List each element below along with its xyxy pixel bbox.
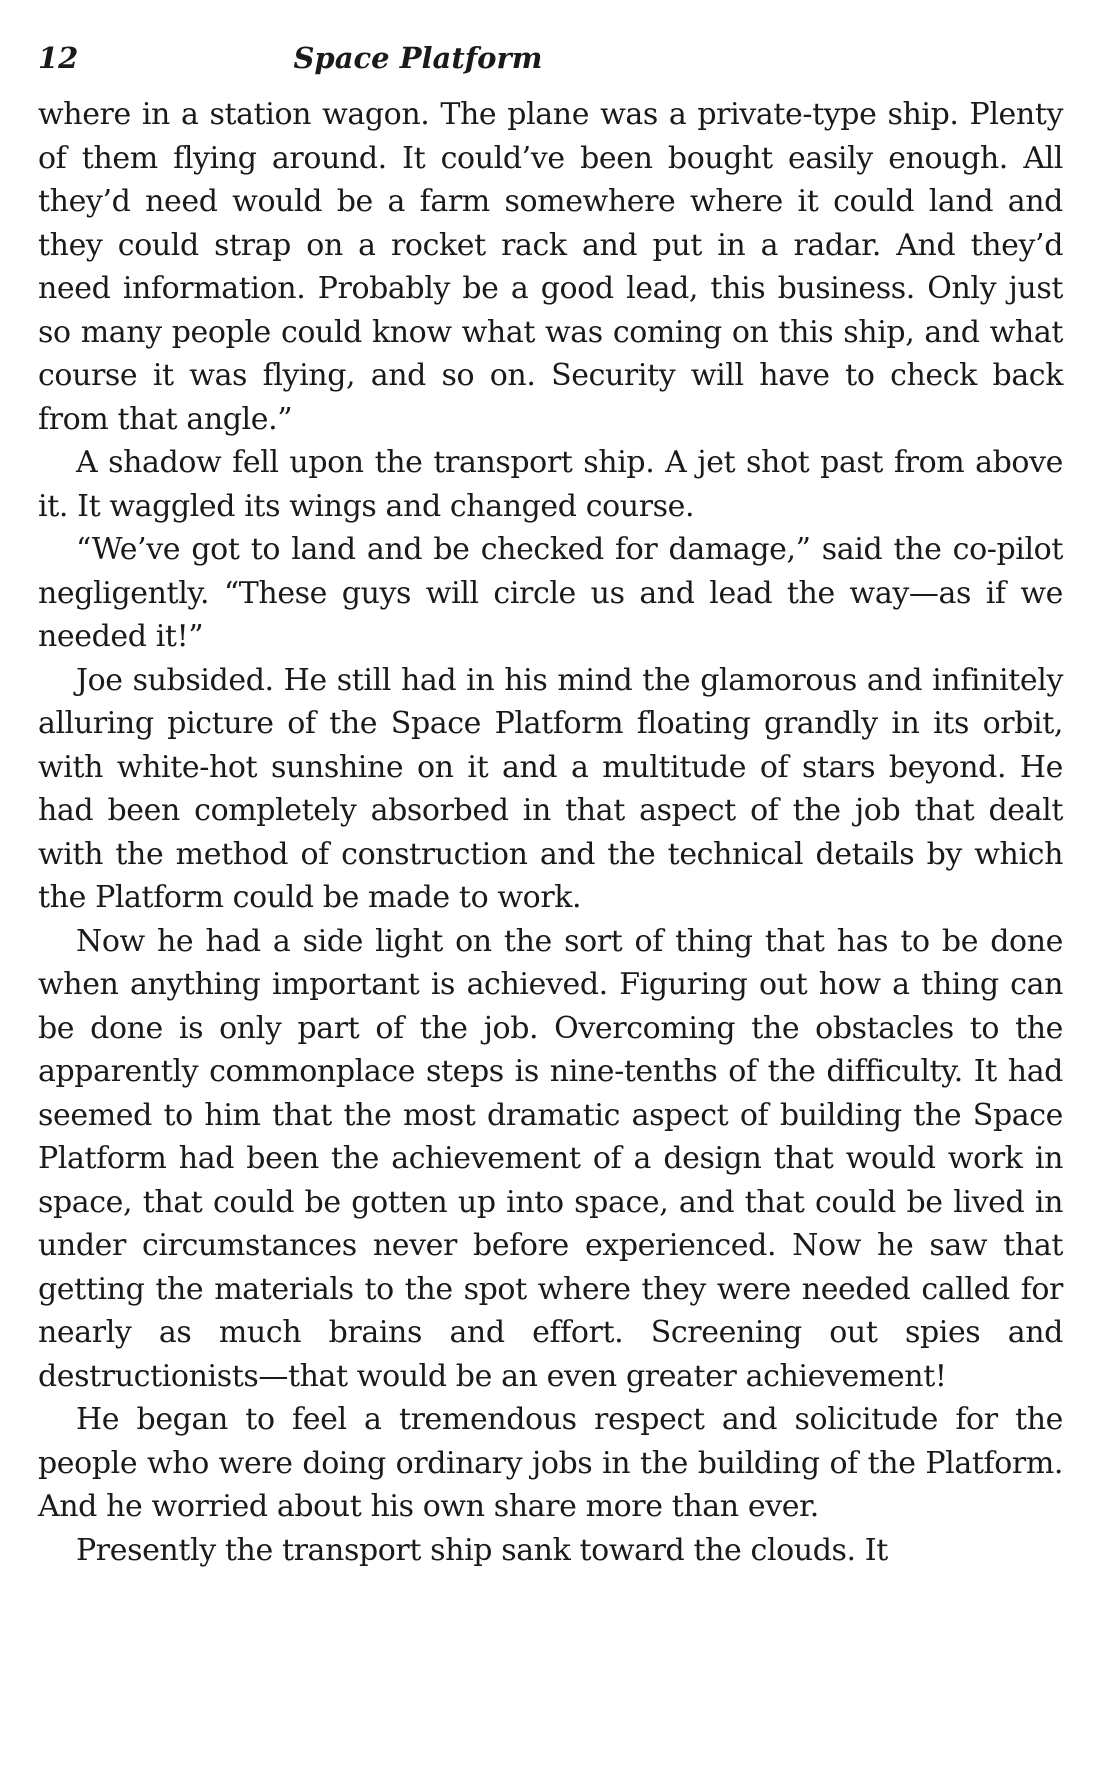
page-number: 12	[38, 41, 79, 75]
paragraph: where in a station wagon. The plane was a private-type ship. Plenty of them flying around. It could’ve been bought easily enough. All they’d need would be a farm somewhere where it could land and they could strap on a rocket rack and put in a radar. And they’d need information. Probably be a good lead, this business. Only just so many people could know what was coming on this ship, and what course it was flying, and so on. Security will have to check back from that angle.”	[38, 97, 1063, 437]
paragraph: Now he had a side light on the sort of thing that has to be done when anything important is achieved. Figuring out how a thing can be done is only part of the job. Overcoming the obstacles to the apparently commonplace steps is nine-tenths of the difficulty. It had seemed to him that the most dramatic aspect of building the Space Platform had been the achievement of a design that would work in space, that could be gotten up into space, and that could be lived in under circumstances never before experienced. Now he saw that getting the materials to the spot where they were needed called for nearly as much brains and effort. Screening out spies and destructionists—that would be an even greater achievement!	[38, 923, 1063, 1394]
running-head	[38, 38, 1058, 78]
paragraph: “We’ve got to land and be checked for damage,” said the co-pilot negligently. “These guys will circle us and lead the way—as if we needed it!”	[38, 532, 1063, 654]
paragraph: Joe subsided. He still had in his mind the glamorous and infinitely alluring picture of the Space Platform floating grandly in its orbit, with white-hot sunshine on it and a multitude of stars beyond. He had been completely absorbed in that aspect of the job that dealt with the method of construction and the technical details by which the Platform could be made to work.	[38, 662, 1063, 915]
book-title: Space Platform	[293, 41, 543, 75]
body-text	[38, 93, 1063, 1572]
paragraph: Presently the transport ship sank toward the clouds. It	[76, 1532, 888, 1568]
paragraph: A shadow fell upon the transport ship. A jet shot past from above it. It waggled its wings and changed course.	[38, 445, 1063, 524]
paragraph: He began to feel a tremendous respect and solicitude for the people who were doing ordinary jobs in the building of the Platform. And he worried about his own share more than ever.	[38, 1402, 1063, 1524]
